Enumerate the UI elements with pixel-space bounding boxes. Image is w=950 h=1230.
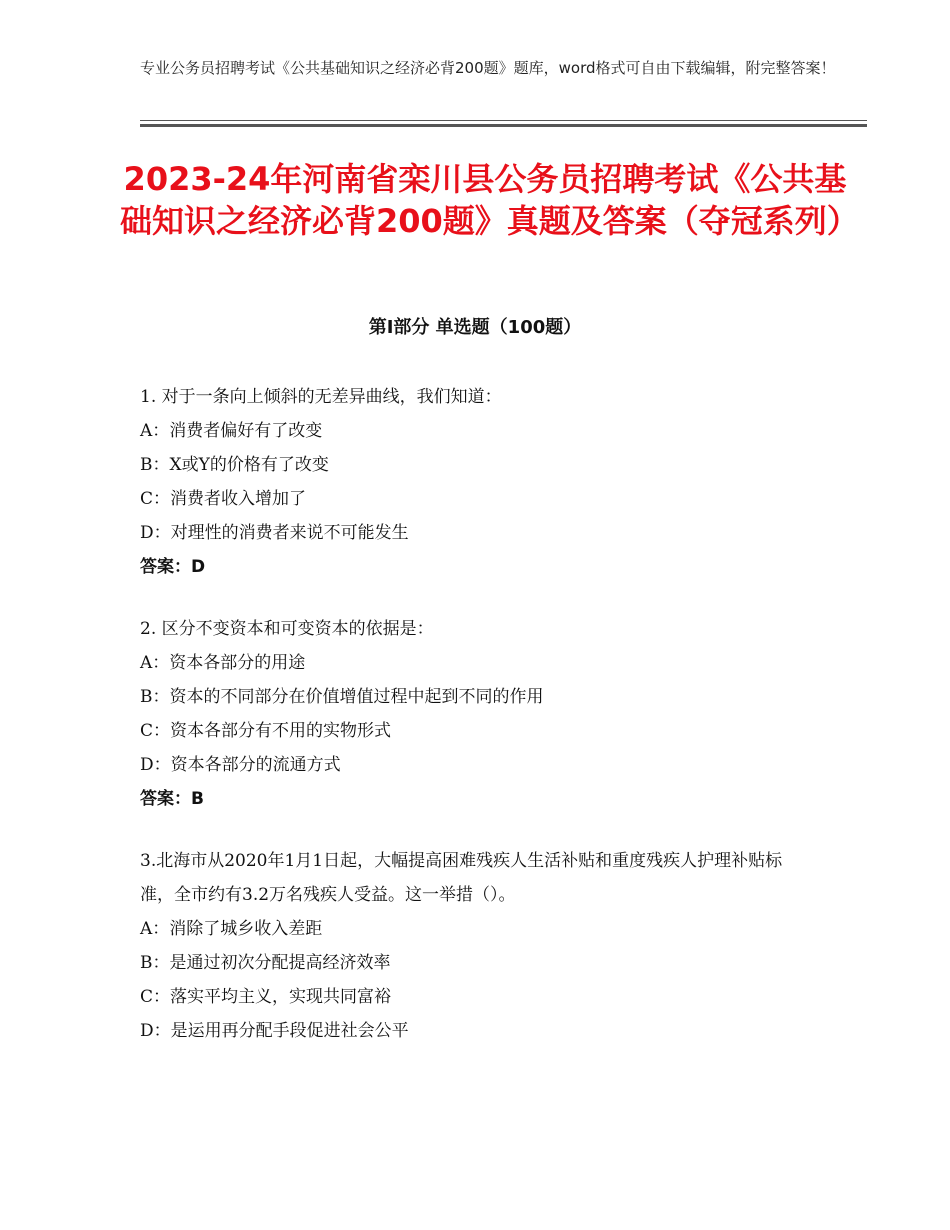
question-stem: 2. 区分不变资本和可变资本的依据是： [140, 619, 434, 639]
header-divider-thick [140, 124, 867, 127]
question-3 [140, 844, 820, 1048]
option-c: C：资本各部分有不用的实物形式 [140, 721, 392, 741]
option-b: B：X或Y的价格有了改变 [140, 455, 329, 475]
option-a: A：消费者偏好有了改变 [140, 421, 323, 441]
section-title: 第Ⅰ部分 单选题（100题） [368, 317, 582, 338]
question-2 [140, 612, 820, 816]
option-c: C：消费者收入增加了 [140, 489, 307, 509]
question-stem: 3.北海市从2020年1月1日起，大幅提高困难残疾人生活补贴和重度残疾人护理补贴标准，全市约有3.2万名残疾人受益。这一举措（）。 [140, 851, 783, 905]
option-a: A：资本各部分的用途 [140, 653, 306, 673]
question-1 [140, 380, 820, 584]
option-c: C：落实平均主义，实现共同富裕 [140, 987, 392, 1007]
question-list [140, 380, 820, 1076]
document-title: 2023-24年河南省栾川县公务员招聘考试《公共基础知识之经济必背200题》真题及答案（夺冠系列） [120, 160, 859, 240]
option-b: B：资本的不同部分在价值增值过程中起到不同的作用 [140, 687, 544, 707]
option-d: D：对理性的消费者来说不可能发生 [140, 523, 409, 543]
header-divider-thin [140, 120, 867, 121]
option-d: D：是运用再分配手段促进社会公平 [140, 1021, 409, 1041]
option-d: D：资本各部分的流通方式 [140, 755, 341, 775]
answer-line: 答案：B [140, 789, 204, 809]
option-b: B：是通过初次分配提高经济效率 [140, 953, 391, 973]
question-stem: 1. 对于一条向上倾斜的无差异曲线，我们知道： [140, 387, 502, 407]
option-a: A：消除了城乡收入差距 [140, 919, 323, 939]
header-note: 专业公务员招聘考试《公共基础知识之经济必背200题》题库，word格式可自由下载编辑，附完整答案！ [140, 59, 836, 77]
answer-line: 答案：D [140, 557, 206, 577]
